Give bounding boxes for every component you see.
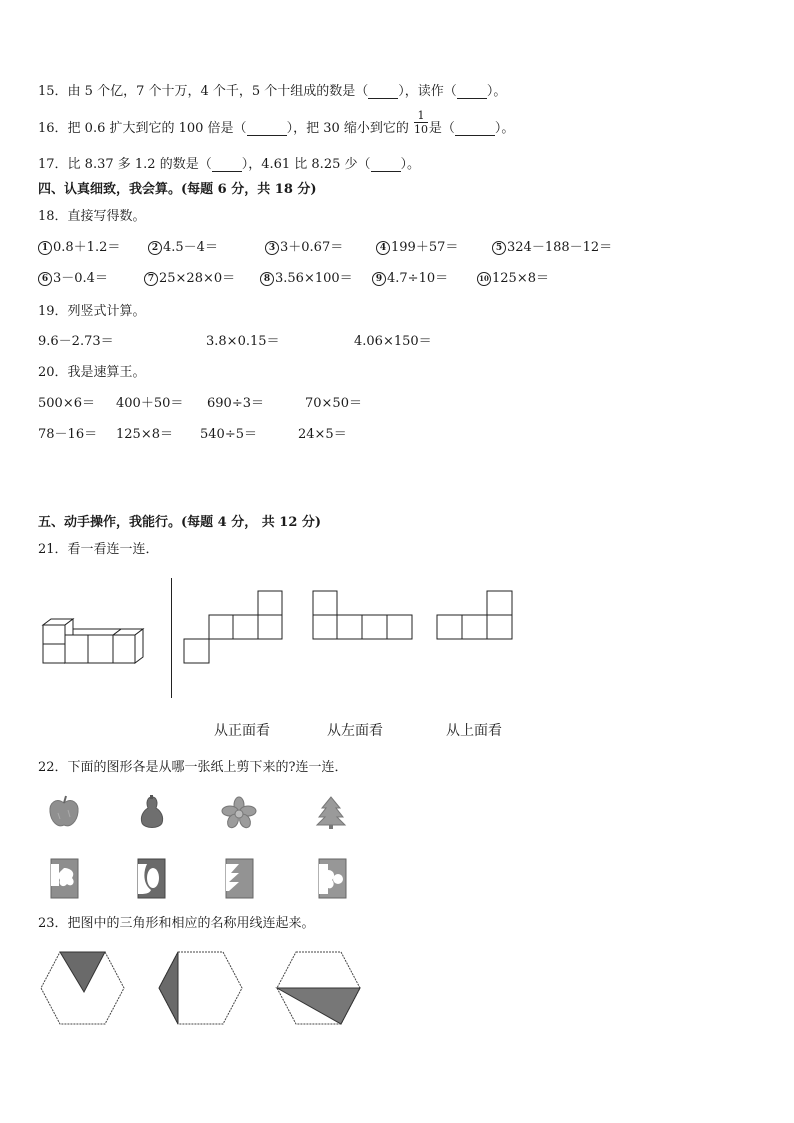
q18-item-expr: 3.56×100＝: [275, 271, 353, 286]
question-16: [38, 122, 514, 136]
q18-item-4: [376, 241, 458, 255]
cube-front-face: [43, 644, 65, 663]
q15-blank-2[interactable]: [457, 85, 487, 99]
q17-blank-1[interactable]: [212, 158, 242, 172]
q20-item-5: 78－16＝: [38, 427, 98, 442]
q15-blank-1[interactable]: [368, 85, 398, 99]
hexagon-figure-1[interactable]: [40, 950, 126, 1026]
q15-text-b: ），读作（: [398, 84, 457, 99]
q20-item-3: 690÷3＝: [207, 396, 264, 411]
q20-item-2: 400＋50＝: [116, 396, 184, 411]
q18-item-number: 9: [372, 272, 386, 286]
q15-text-c: ）。: [486, 84, 507, 99]
q20-item-8: 24×5＝: [298, 427, 347, 442]
question-21-title: 21．看一看连一连．: [38, 542, 159, 557]
q19-item-1: 9.6－2.73＝: [38, 334, 114, 349]
q17-text-a: 17．比 8.37 多 1.2 的数是（: [38, 157, 212, 172]
cube-front-face: [65, 635, 88, 663]
q20-item-7: 540÷5＝: [200, 427, 257, 442]
cube-3d-figure: [40, 618, 155, 668]
q18-item-expr: 4.7÷10＝: [387, 271, 449, 286]
apple-cutout-icon[interactable]: [48, 795, 80, 829]
q19-item-2: 3.8×0.15＝: [206, 334, 280, 349]
q18-item-expr: 3－0.4＝: [53, 271, 108, 286]
question-18-title: 18．直接写得数。: [38, 209, 146, 224]
q18-item-8: [260, 272, 353, 286]
view-grid-1[interactable]: [183, 590, 283, 665]
flower-cutout-icon[interactable]: [222, 797, 256, 829]
q18-item-2: [148, 241, 218, 255]
cube-front-face: [113, 635, 135, 663]
q18-item-5: [492, 241, 612, 255]
paper-sheet-2[interactable]: [137, 858, 167, 900]
q16-fraction-denominator: 10: [414, 123, 428, 136]
paper-sheet-3[interactable]: [225, 858, 255, 900]
gourd-cutout-icon[interactable]: [137, 795, 167, 831]
q18-item-number: 1: [38, 241, 52, 255]
q18-item-number: 10: [477, 272, 491, 286]
q18-item-number: 2: [148, 241, 162, 255]
section-4-heading: 四、认真细致，我会算。(每题 6 分，共 18 分): [38, 182, 317, 197]
view-label-front[interactable]: 从正面看: [214, 723, 270, 739]
q18-item-expr: 4.5－4＝: [163, 240, 218, 255]
hexagon-figure-2[interactable]: [158, 950, 244, 1026]
q20-item-1: 500×6＝: [38, 396, 95, 411]
q18-item-number: 4: [376, 241, 390, 255]
q18-item-expr: 324－188－12＝: [507, 240, 613, 255]
q18-item-number: 5: [492, 241, 506, 255]
hexagon-figure-3[interactable]: [276, 950, 362, 1026]
triangle-shape[interactable]: [159, 952, 178, 1024]
question-15: [38, 85, 506, 99]
view-label-top[interactable]: 从上面看: [446, 723, 502, 739]
q16-blank-2[interactable]: [455, 122, 495, 136]
q18-item-expr: 199＋57＝: [391, 240, 459, 255]
question-19-title: 19．列竖式计算。: [38, 304, 146, 319]
q16-blank-1[interactable]: [247, 122, 287, 136]
q18-item-number: 3: [265, 241, 279, 255]
q21-divider: [171, 578, 172, 698]
question-20-title: 20．我是速算王。: [38, 365, 146, 380]
view-label-left[interactable]: 从左面看: [327, 723, 383, 739]
q18-item-expr: 125×8＝: [492, 271, 549, 286]
q18-item-6: [38, 272, 108, 286]
q20-item-4: 70×50＝: [305, 396, 362, 411]
q18-item-number: 6: [38, 272, 52, 286]
q18-item-expr: 25×28×0＝: [159, 271, 236, 286]
view-grid-3[interactable]: [436, 590, 514, 642]
q18-item-10: [477, 272, 549, 286]
q18-item-3: [265, 241, 343, 255]
q17-text-b: ），4.61 比 8.25 少（: [241, 157, 371, 172]
cube-front-face: [43, 625, 65, 644]
q18-item-9: [372, 272, 448, 286]
q16-text-b: ），把 30 缩小到它的: [286, 121, 409, 136]
q18-item-expr: 0.8＋1.2＝: [53, 240, 121, 255]
q16-text-d: ）。: [494, 121, 515, 136]
tree-cutout-icon[interactable]: [316, 796, 346, 830]
q20-item-6: 125×8＝: [116, 427, 173, 442]
question-23-title: 23．把图中的三角形和相应的名称用线连起来。: [38, 916, 315, 931]
question-22-title: 22．下面的图形各是从哪一张纸上剪下来的?连一连．: [38, 760, 348, 775]
q18-item-number: 7: [144, 272, 158, 286]
q18-item-number: 8: [260, 272, 274, 286]
paper-sheet-4[interactable]: [318, 858, 348, 900]
q16-fraction-numerator: 1: [414, 110, 428, 123]
cube-side-face: [135, 629, 143, 663]
q18-item-expr: 3＋0.67＝: [280, 240, 344, 255]
view-grid-2[interactable]: [312, 590, 414, 642]
q17-text-c: ）。: [400, 157, 421, 172]
q18-item-1: [38, 241, 120, 255]
q15-text-a: 15．由 5 个亿，7 个十万，4 个千，5 个十组成的数是（: [38, 84, 369, 99]
q19-item-3: 4.06×150＝: [354, 334, 432, 349]
q18-item-7: [144, 272, 235, 286]
paper-sheet-1[interactable]: [50, 858, 80, 900]
section-5-heading: 五、动手操作，我能行。(每题 4 分， 共 12 分): [38, 515, 322, 530]
q16-text-a: 16．把 0.6 扩大到它的 100 倍是（: [38, 121, 247, 136]
q16-fraction: [414, 110, 428, 135]
question-17: [38, 158, 420, 172]
q16-text-c: 是（: [428, 121, 455, 136]
cube-front-face: [88, 635, 113, 663]
q17-blank-2[interactable]: [371, 158, 401, 172]
